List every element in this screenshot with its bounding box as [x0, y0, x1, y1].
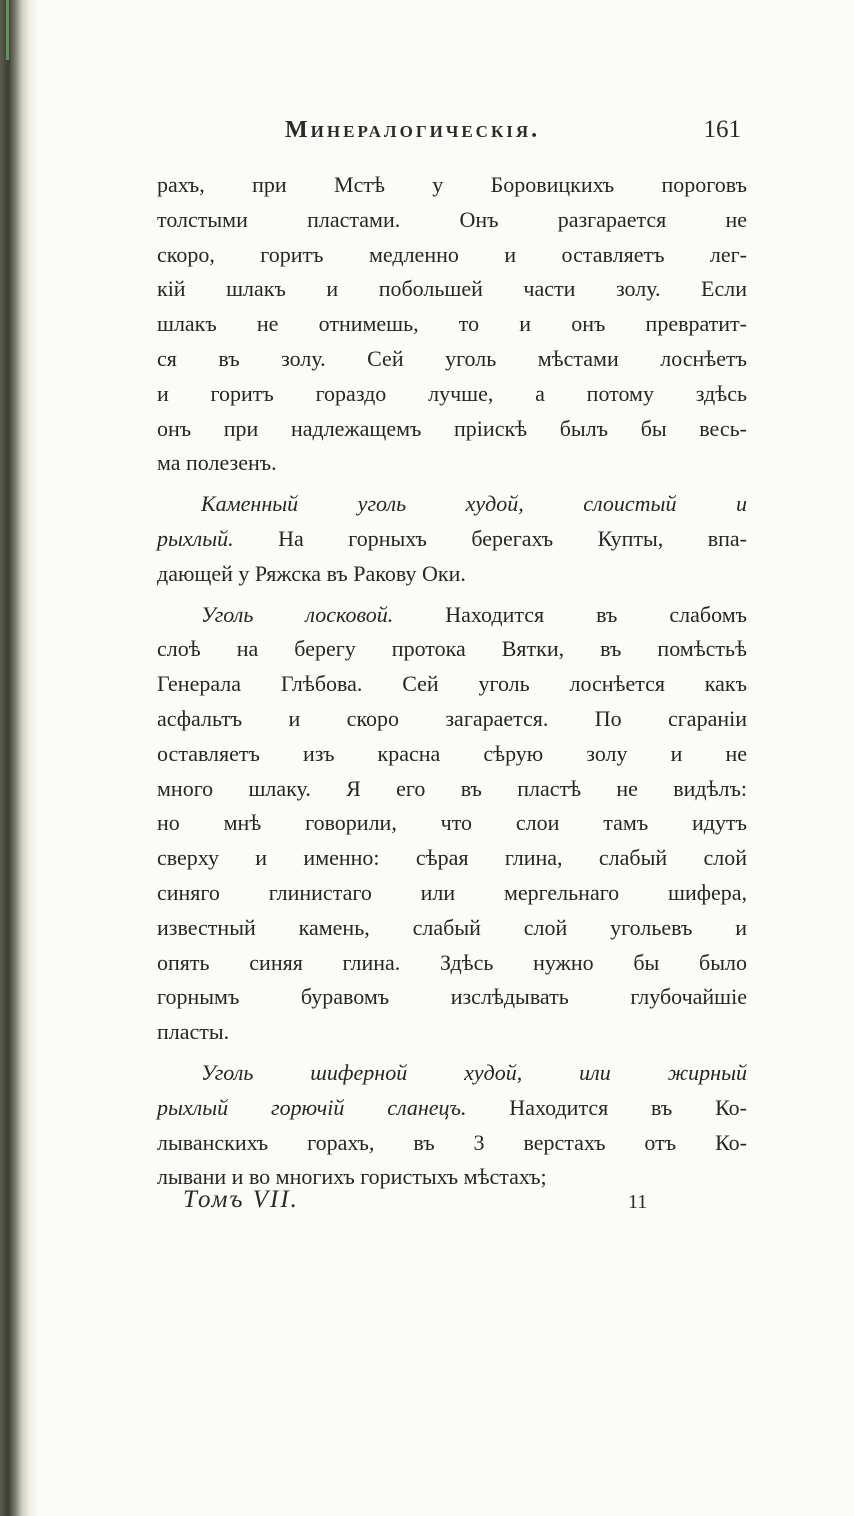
- text-segment: дающей у Ряжска въ Ракову Оки.: [157, 560, 466, 586]
- text-segment: кій шлакъ и побольшей части золу. Если: [157, 276, 747, 302]
- text-line: [157, 806, 747, 841]
- running-title: Минералогическія.: [285, 117, 541, 143]
- text-line: [157, 307, 747, 342]
- text-segment: асфальтъ и скоро загарается. По сгараніи: [157, 705, 747, 731]
- body-text: [157, 168, 747, 1195]
- text-line: [157, 737, 747, 772]
- text-line: [157, 702, 747, 737]
- text-line: [157, 446, 747, 481]
- text-segment: ся въ золу. Сей уголь мѣстами лоснѣетъ: [157, 345, 747, 371]
- paragraph: [157, 598, 747, 1050]
- running-head: [285, 114, 745, 146]
- italic-term: рыхлый.: [157, 525, 234, 551]
- italic-term: рыхлый горючій сланецъ.: [157, 1094, 467, 1120]
- text-segment: шлакъ не отнимешь, то и онъ превратит-: [157, 311, 747, 337]
- text-segment: но мнѣ говорили, что слои тамъ идутъ: [157, 810, 747, 836]
- text-line: [157, 598, 747, 633]
- text-segment: скоро, горитъ медленно и оставляетъ лег-: [157, 241, 747, 267]
- text-segment: известный камень, слабый слой угольевъ и: [157, 914, 747, 940]
- text-segment: оставляетъ изъ красна сѣрую золу и не: [157, 740, 747, 766]
- text-line: [157, 980, 747, 1015]
- text-segment: Находится въ слабомъ: [393, 601, 747, 627]
- text-line: [157, 841, 747, 876]
- text-line: [157, 557, 747, 592]
- text-segment: лывани и во многихъ гористыхъ мѣстахъ;: [157, 1164, 547, 1190]
- text-segment: Генерала Глѣбова. Сей уголь лоснѣется какъ: [157, 671, 747, 697]
- text-segment: синяго глинистаго или мергельнаго шифера,: [157, 879, 747, 905]
- italic-term: Каменный уголь худой, слоистый и: [201, 491, 747, 517]
- volume-label: Томъ VII.: [183, 1186, 299, 1213]
- text-segment: горнымъ буравомъ изслѣдывать глубочайшіе: [157, 984, 747, 1010]
- text-segment: много шлаку. Я его въ пластѣ не видѣлъ:: [157, 775, 747, 801]
- signature-mark: 11: [628, 1191, 648, 1213]
- text-line: [157, 522, 747, 557]
- text-line: [157, 377, 747, 412]
- text-line: [157, 1126, 747, 1161]
- spine-edge-mark: [6, 0, 9, 60]
- text-line: [157, 168, 747, 203]
- paragraph: [157, 1056, 747, 1195]
- paragraph: [157, 487, 747, 591]
- text-line: [157, 1091, 747, 1126]
- book-spine-shadow: [0, 0, 38, 1516]
- text-line: [157, 946, 747, 981]
- text-segment: лыванскихъ горахъ, въ 3 верстахъ отъ Ко-: [157, 1129, 747, 1155]
- text-line: [157, 772, 747, 807]
- text-line: [157, 272, 747, 307]
- text-segment: онъ при надлежащемъ пріискѣ былъ бы весь-: [157, 415, 747, 441]
- text-line: [157, 911, 747, 946]
- text-line: [157, 1015, 747, 1050]
- text-segment: рахъ, при Мстѣ у Боровицкихъ пороговъ: [157, 172, 747, 197]
- text-line: [157, 342, 747, 377]
- text-segment: опять синяя глина. Здѣсь нужно бы было: [157, 949, 747, 975]
- text-segment: ма полезенъ.: [157, 450, 277, 476]
- italic-term: Уголь шиферной худой, или жирный: [201, 1059, 747, 1085]
- text-segment: Находится въ Ко-: [466, 1094, 747, 1120]
- text-segment: слоѣ на берегу протока Вятки, въ помѣстьѣ: [157, 636, 747, 662]
- text-line: [157, 203, 747, 238]
- text-line: [157, 876, 747, 911]
- text-line: [157, 1056, 747, 1091]
- text-line: [157, 667, 747, 702]
- text-line: [157, 238, 747, 273]
- text-segment: пласты.: [157, 1019, 230, 1045]
- page-footer: [183, 1182, 663, 1218]
- page-number: 161: [703, 116, 741, 143]
- text-line: [157, 412, 747, 447]
- paragraph: [157, 168, 747, 481]
- italic-term: Уголь лосковой.: [201, 601, 394, 627]
- text-segment: На горныхъ берегахъ Купты, впа-: [233, 525, 747, 551]
- text-line: [157, 632, 747, 667]
- text-line: [157, 487, 747, 522]
- text-segment: сверху и именно: сѣрая глина, слабый слой: [157, 845, 747, 871]
- text-segment: толстыми пластами. Онъ разгарается не: [157, 206, 747, 232]
- text-segment: и горитъ гораздо лучше, а потому здѣсь: [157, 380, 747, 406]
